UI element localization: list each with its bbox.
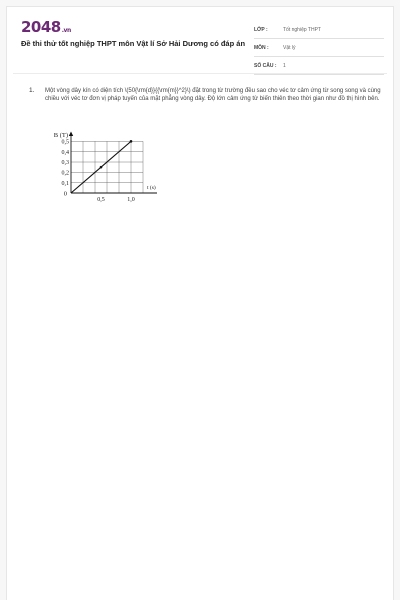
logo-sub-text: .vn: [61, 27, 71, 34]
y-tick-label: 0,5: [61, 139, 69, 146]
document-sheet: [6, 6, 394, 600]
meta-row-class: [254, 21, 384, 39]
y-tick-label: 0,3: [61, 160, 69, 167]
meta-value: 1: [283, 62, 286, 69]
question-graph: [43, 132, 203, 217]
meta-key: LỚP :: [254, 26, 268, 33]
meta-key: MÔN :: [254, 44, 269, 51]
meta-key: SỐ CÂU :: [254, 62, 277, 69]
y-axis-label: B (T): [53, 132, 68, 140]
question-number: 1.: [29, 87, 35, 94]
y-tick-label: 0,2: [61, 170, 69, 177]
logo-main-text: 2048: [21, 18, 61, 36]
y-tick-label: 0,4: [61, 149, 69, 156]
b-t-graph: [43, 132, 203, 212]
origin-label: 0: [63, 190, 67, 198]
y-axis-arrow: [69, 132, 73, 137]
x-tick-label: 0,5: [97, 197, 105, 203]
x-axis-label: t (s): [147, 185, 156, 191]
document-title: Đề thi thử tốt nghiệp THPT môn Vật lí Sở Hải Dương có đáp án: [21, 39, 246, 48]
question-text: Một vòng dây kín có diện tích \(50{\rm{d}}{{\rm{m}}^2}\) đặt trong từ trường đều sao cho véc tơ cảm ứng từ song song và cùng chiều với véc tơ đơn vị pháp tuyến của mặt phẳng vòng dây. Độ lớn cảm ứng từ biến thiên theo thời gian như đồ thị hình bên.: [45, 88, 381, 102]
site-logo[interactable]: [21, 18, 71, 36]
data-point: [100, 166, 103, 169]
x-tick-label: 1,0: [127, 197, 135, 203]
meta-row-subject: [254, 39, 384, 57]
meta-info: [254, 21, 384, 75]
meta-value: Vật lý: [283, 44, 296, 51]
meta-value: Tốt nghiệp THPT: [283, 26, 321, 33]
header-divider: [13, 73, 387, 74]
y-tick-label: 0,1: [61, 180, 69, 187]
data-point: [130, 140, 133, 143]
